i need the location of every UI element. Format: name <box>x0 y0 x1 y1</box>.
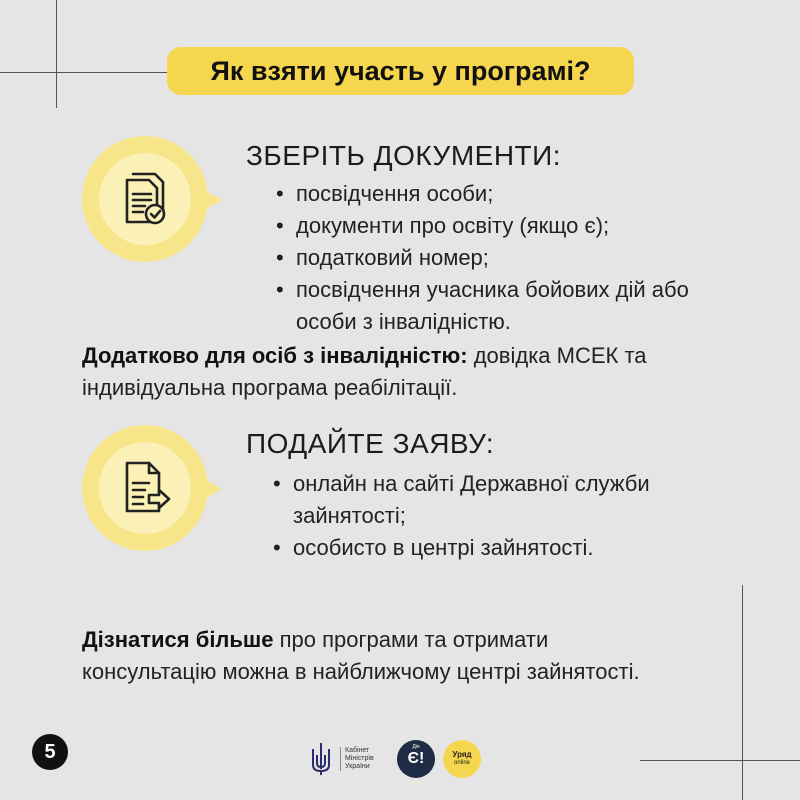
uriad-online-logo <box>443 740 481 778</box>
additional-note-bold: Додатково для осіб з інвалідністю: <box>82 343 468 368</box>
cabinet-logo-text: Кабінет Міністрів України <box>340 747 389 771</box>
list-item: • посвідчення учасника бойових дій або особи з інвалідністю. <box>276 274 706 338</box>
list-item: • особисто в центрі зайнятості. <box>273 532 693 564</box>
list-item: • посвідчення особи; <box>276 178 716 210</box>
page-number: 5 <box>32 734 68 770</box>
section1-list <box>276 178 716 338</box>
decor-line-vertical-top <box>56 0 57 108</box>
additional-note <box>82 340 712 404</box>
badge-documents <box>82 136 232 266</box>
badge-application <box>82 425 232 555</box>
section2-heading: ПОДАЙТЕ ЗАЯВУ: <box>246 428 495 459</box>
uriad-logo-sub: online <box>453 760 470 766</box>
document-send-icon <box>115 457 175 519</box>
footer-logos <box>310 736 481 782</box>
trident-icon <box>310 741 332 777</box>
list-item: • документи про освіту (якщо є); <box>276 210 716 242</box>
diia-logo <box>397 740 435 778</box>
uriad-logo-label: Уряд <box>452 750 472 759</box>
diia-logo-label: Є! <box>407 750 425 767</box>
decor-line-horizontal-bottom <box>640 760 800 761</box>
documents-check-icon <box>115 168 175 230</box>
section2-list <box>273 468 693 564</box>
more-info-text: про програми та отримати консультацію можна в найближчому центрі зайнятості. <box>82 627 640 684</box>
section1-heading: ЗБЕРІТЬ ДОКУМЕНТИ: <box>246 140 562 171</box>
decor-line-horizontal-top <box>0 72 180 73</box>
more-info-bold: Дізнатися більше <box>82 627 274 652</box>
list-item: • податковий номер; <box>276 242 716 274</box>
page-title: Як взяти участь у програмі? <box>167 47 634 95</box>
decor-line-vertical-bottom <box>742 585 743 800</box>
list-item: • онлайн на сайті Державної служби зайнятості; <box>273 468 653 532</box>
diia-logo-sub: Дія <box>412 744 420 750</box>
additional-note-text: довідка МСЕК та індивідуальна програма реабілітації. <box>82 343 647 400</box>
more-info <box>82 624 682 688</box>
